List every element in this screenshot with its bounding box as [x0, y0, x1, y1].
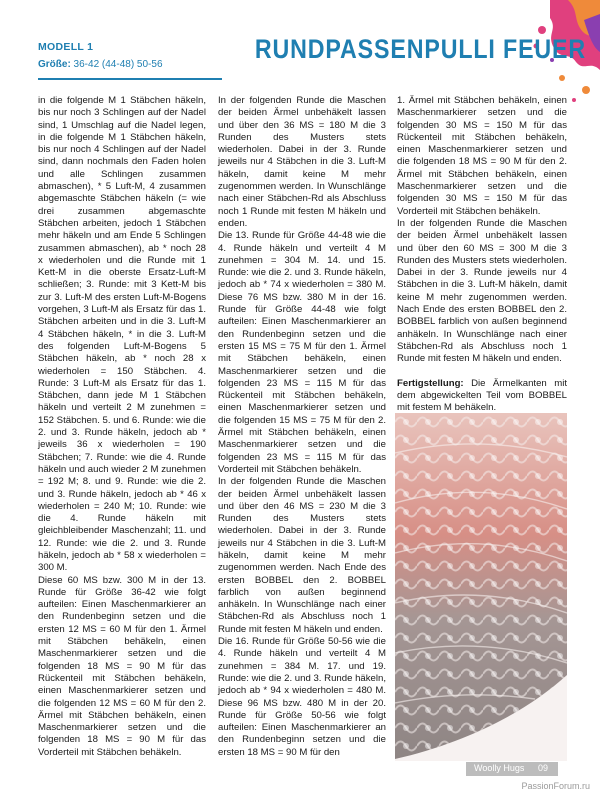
paragraph: In der folgenden Runde die Maschen der beiden Ärmel unbehäkelt lassen und über den 36 MS = 180 M die 3 Runden des Musters stets wiederholen. Dabei in der 3. Runde jeweils nur 4 Stäbchen in die 3. Luft-M häkeln, damit keine M mehr zugenommen werden. In Wunschlänge nach einer Stäbchen-Rd als Abschluss noch 1 Runde mit festen M häkeln und enden. — [218, 95, 386, 229]
size-label: Größe: — [38, 59, 71, 70]
model-label: MODELL 1 — [38, 41, 94, 53]
watermark: PassionForum.ru — [521, 781, 590, 791]
crochet-lace-photo — [395, 413, 567, 761]
paragraph: In der folgenden Runde die Maschen der beiden Ärmel unbehäkelt lassen und über den 60 MS = 300 M die 3 Runden des Musters stets wiederholen. Dabei in der 3. Runde jeweils nur 4 Stäbchen in die 3. Luft-M häkeln, damit keine M mehr zugenommen werden. Nach Ende des ersten BOBBEL den 2. BOBBEL farblich von außen beginnend anhäkeln. In Wunschlänge nach einer Stäbchen-Rd als Abschluss noch 1 Runde mit festen M häkeln und enden. — [397, 217, 567, 365]
paragraph: In der folgenden Runde die Maschen der beiden Ärmel unbehäkelt lassen und über den 46 MS = 230 M die 3 Runden des Musters stets wiederholen. Dabei in der 3. Runde jeweils nur 4 Stäbchen in die 3. Luft-M häkeln, damit keine M mehr zugenommen werden. Nach Ende des ersten BOBBEL den 2. BOBBEL farblich von außen beginnend anhäkeln. In Wunschlänge nach einer Stäbchen-Rd als Abschluss noch 1 Runde mit festen M häkeln und enden. — [218, 476, 386, 635]
header-rule — [38, 78, 222, 80]
paragraph: Diese 60 MS bzw. 300 M in der 13. Runde für Größe 36-42 wie folgt aufteilen: Einen Maschenmarkierer an den Rundenbeginn setzen und die ersten 12 MS = 60 M für den 1. Ärmel mit Stäbchen behäkeln, einen Maschenmarkierer setzen und die folgenden 18 MS = 90 M für das Rückenteil mit Stäbchen behäkeln, einen Maschenmarkierer setzen und die folgenden 12 MS = 60 M für den 2. Ärmel mit Stäbchen behäkeln, einen Maschenmarkierer setzen und die folgenden 18 MS = 90 M für das Vorderteil mit Stäbchen behäkeln. — [38, 574, 206, 758]
size-line — [38, 59, 163, 70]
finishing-text: Die Ärmelkanten mit dem abgewickelten Teil vom BOBBEL mit festem M behäkeln. — [397, 377, 567, 414]
page-title: RUNDPASSENPULLI FEUER — [254, 34, 586, 64]
paragraph: 1. Ärmel mit Stäbchen behäkeln, einen Maschenmarkierer setzen und die folgenden 30 MS = 150 M für das Rückenteil mit Stäbchen behäkeln, einen Maschenmarkierer setzen und die folgenden 18 MS = 90 M für den 2. Ärmel mit Stäbchen behäkeln, einen Maschenmarkierer setzen und die folgenden 30 MS = 150 M für das Vorderteil mit Stäbchen behäkeln. — [397, 95, 567, 217]
text-column-2 — [218, 95, 386, 759]
magazine-name: Woolly Hugs — [474, 763, 525, 773]
finishing-label: Fertigstellung: — [397, 377, 464, 389]
paragraph: Die 13. Runde für Größe 44-48 wie die 4. Runde häkeln und verteilt 4 M zunehmen = 304 M. 14. und 15. Runde: wie die 2. und 3. Runde häkeln, jedoch ab * 74 x wiederholen = 380 M. Diese 76 MS bzw. 380 M in der 16. Runde für Größe 44-48 wie folgt aufteilen: Einen Maschenmarkierer an den Rundenbeginn setzen und die ersten 15 MS = 75 M für den 1. Ärmel mit Stäbchen behäkeln, einen Maschenmarkierer setzen und die folgenden 23 MS = 115 M für das Rückenteil mit Stäbchen behäkeln, einen Maschenmarkierer setzen und die folgenden 15 MS = 75 M für den 2. Ärmel mit Stäbchen behäkeln, einen Maschenmarkierer setzen und die folgenden 23 MS = 115 M für das Vorderteil mit Stäbchen behäkeln. — [218, 230, 387, 475]
page-footer — [466, 762, 558, 776]
finishing-paragraph — [397, 378, 567, 415]
paragraph: in die folgende M 1 Stäbchen häkeln, bis nur noch 3 Schlingen auf der Nadel sind, 1 Umschlag auf die Nadel legen, in die folgende M 1 Stäbchen häkeln, bis nur noch 4 Schlingen auf der Nadel sind, dann nochmals den Faden holen und alle Schlingen zusammen abmaschen), * 5 Luft-M, 4 zusammen abgemaschte Stäbchen häkeln (= wie drei zusammen abgemaschte Stäbchen arbeiten, jedoch 1 Stäbchen mehr häkeln und am Ende 5 Schlingen zusammen abmaschen), ab * noch 28 x wiederholen und die Runde mit 1 Kett-M in die oberste Ersatz-Luft-M schließen; 3. Runde: mit 3 Kett-M bis zur 3. Luft-M des ersten Luft-M-Bogens vorgehen, 3 Luft-M als Ersatz für das 1. Stäbchen arbeiten und in die 3. Luft-M 4 Stäbchen häkeln, * in die 3. Luft-M des folgenden Luft-M-Bogens 5 Stäbchen häkeln, ab * noch 28 x wiederholen = 150 Stäbchen. 4. Runde: 3 Luft-M als Ersatz für das 1. Stäbchen, dann jede M 1 Stäbchen häkeln und verteilt 2 M zunehmen = 152 Stäbchen. 5. und 6. Runde: wie die 2. und 3. Runde häkeln, jedoch ab * jeweils 36 x wiederholen = 190 Stäbchen; 7. Runde: wie die 4. Runde häkeln und auch wieder 2 M zunehmen = 192 M; 8. und 9. Runde: wie die 2. und 3. Runde häkeln, jedoch ab * 46 x wiederholen = 240 M; 10. Runde: wie die 4. Runde häkeln mit gleichbleibender Maschenzahl; 11. und 12. Runde: wie die 2. und 3. Runde häkeln, jedoch ab * 58 x wiederholen = 300 M. — [38, 95, 207, 574]
paragraph: Die 16. Runde für Größe 50-56 wie die 4. Runde häkeln und verteilt 4 M zunehmen = 384 M. 17. und 19. Runde: wie die 2. und 3. Runde häkeln, jedoch ab * 94 x wiederholen = 480 M. Diese 96 MS bzw. 480 M in der 20. Runde für Größe 50-56 wie folgt aufteilen: Einen Maschenmarkierer an den Rundenbeginn setzen und die ersten 18 MS = 90 M für den — [218, 636, 387, 758]
text-column-3 — [397, 95, 567, 414]
size-value: 36-42 (44-48) 50-56 — [70, 59, 163, 70]
text-column-1 — [38, 95, 206, 759]
page-number: 09 — [538, 763, 549, 773]
